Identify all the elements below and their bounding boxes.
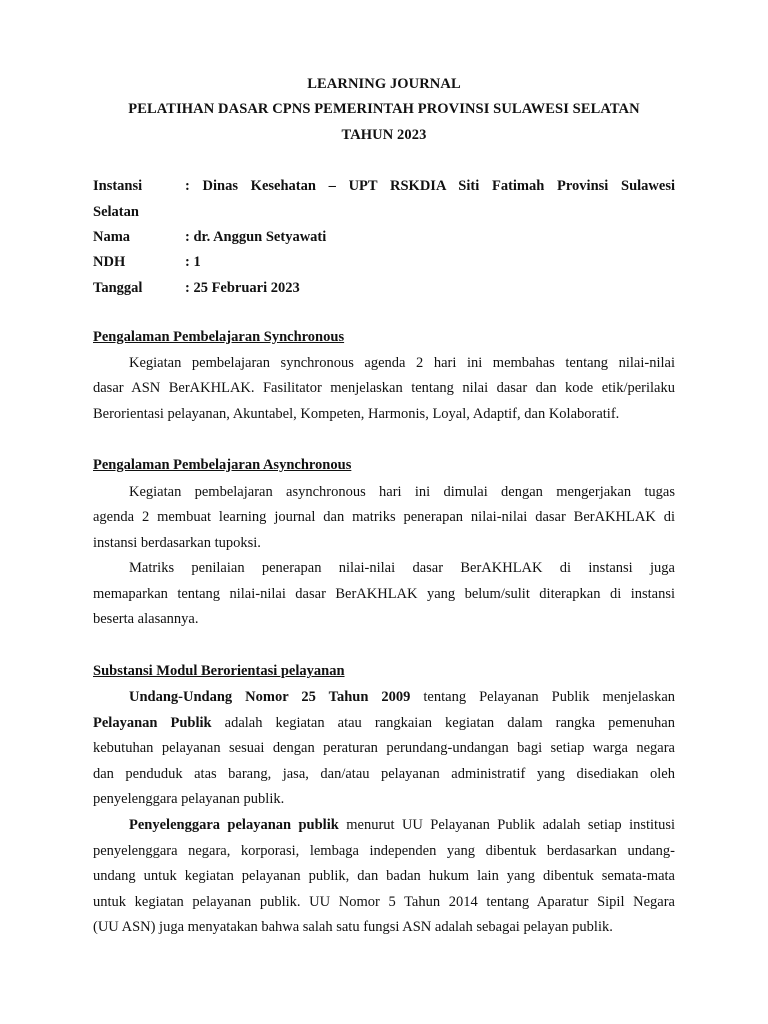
nama-value: : dr. Anggun Setyawati [185,229,327,245]
sync-paragraph-line: Berorientasi pelayanan, Akuntabel, Kompeten, Harmonis, Loyal, Adaptif, dan Kolaboratif. [93,406,620,422]
tanggal-label: Tanggal [93,280,143,296]
async-paragraph-line: instansi berdasarkan tupoksi. [93,535,261,551]
substansi-paragraph-line: Penyelenggara pelayanan publik menurut UU Pelayanan Publik adalah setiap institusi [129,817,676,833]
document-subtitle: PELATIHAN DASAR CPNS PEMERINTAH PROVINSI SULAWESI SELATAN [128,101,640,117]
sync-paragraph-line: dasar ASN BerAKHLAK. Fasilitator menjelaskan tentang nilai dasar dan kode etik/perilaku [93,380,675,396]
tanggal-value: : 25 Februari 2023 [185,280,300,296]
async-heading: Pengalaman Pembelajaran Asynchronous [93,457,352,473]
sync-paragraph-line: Kegiatan pembelajaran synchronous agenda 2 hari ini membahas tentang nilai-nilai [129,355,675,371]
document-title: LEARNING JOURNAL [307,76,461,92]
substansi-paragraph-line: undang untuk kegiatan pelayanan publik, dan badan hukum lain yang dibentuk semata-mata [93,868,675,884]
substansi-paragraph-line: Pelayanan Publik adalah kegiatan atau rangkaian kegiatan dalam rangka pemenuhan [93,715,675,731]
penyelenggara-term: Penyelenggara pelayanan publik [129,817,339,833]
substansi-heading: Substansi Modul Berorientasi pelayanan [93,663,345,679]
uu-25-2009-term: Undang-Undang Nomor 25 Tahun 2009 [129,689,411,705]
document-year: TAHUN 2023 [341,127,427,143]
substansi-paragraph-line: kebutuhan pelayanan sesuai dengan peraturan perundang-undangan bagi setiap warga negara [93,740,675,756]
substansi-paragraph-line: dan penduduk atas barang, jasa, dan/atau pelayanan administratif yang disediakan oleh [93,766,675,782]
async-paragraph-line: agenda 2 membuat learning journal dan matriks penerapan nilai-nilai dasar BerAKHLAK di [93,509,675,525]
instansi-value: : Dinas Kesehatan – UPT RSKDIA Siti Fatimah Provinsi Sulawesi [185,178,675,194]
async-paragraph-line: Kegiatan pembelajaran asynchronous hari ini dimulai dengan mengerjakan tugas [129,484,675,500]
ndh-label: NDH [93,254,126,270]
async-paragraph-line: beserta alasannya. [93,611,199,627]
nama-label: Nama [93,229,131,245]
async-paragraph-line: memaparkan tentang nilai-nilai dasar BerAKHLAK yang belum/sulit diterapkan di instansi [93,586,675,602]
pelayanan-publik-term: Pelayanan Publik [93,715,212,731]
instansi-label: Instansi [93,178,143,194]
ndh-value: : 1 [185,254,201,270]
instansi-value-continued: Selatan [93,204,139,220]
substansi-paragraph-line: penyelenggara negara, korporasi, lembaga independen yang dibentuk berdasarkan undang- [93,843,675,859]
sync-heading: Pengalaman Pembelajaran Synchronous [93,329,345,345]
async-paragraph-line: Matriks penilaian penerapan nilai-nilai dasar BerAKHLAK di instansi juga [129,560,675,576]
substansi-paragraph-line: (UU ASN) juga menyatakan bahwa salah satu fungsi ASN adalah sebagai pelayan publik. [93,919,613,935]
substansi-paragraph-line: penyelenggara pelayanan publik. [93,791,285,807]
substansi-paragraph-line: untuk kegiatan pelayanan publik. UU Nomor 5 Tahun 2014 tentang Aparatur Sipil Negara [93,894,675,910]
substansi-paragraph-line: Undang-Undang Nomor 25 Tahun 2009 tentang Pelayanan Publik menjelaskan [129,689,676,705]
